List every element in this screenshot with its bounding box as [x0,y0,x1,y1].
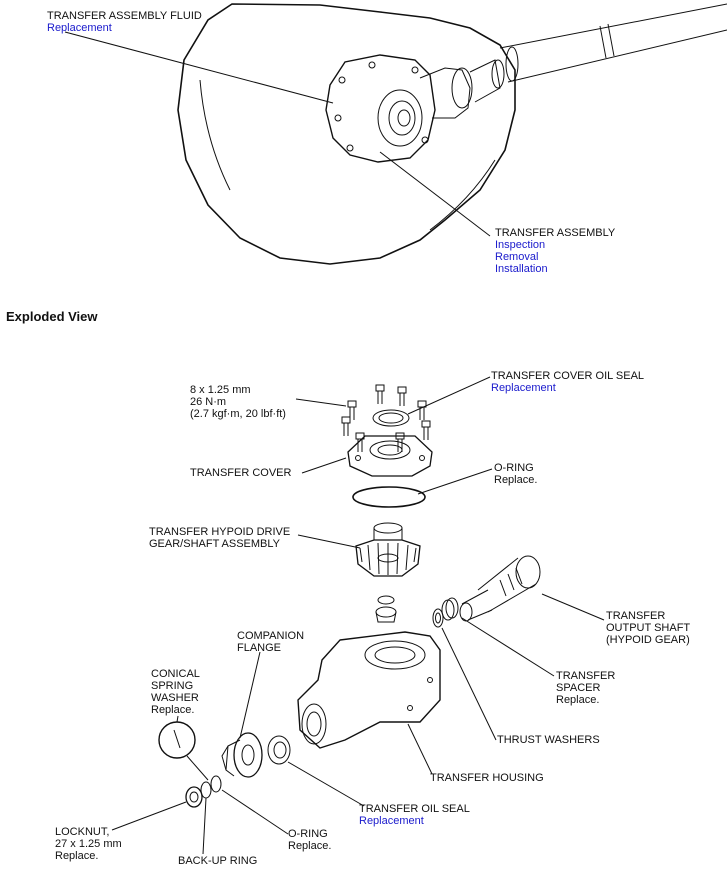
transfer-housing-illustration [298,632,440,748]
cover-oil-seal-illustration [373,410,409,426]
bolt-spec-callout [190,384,286,420]
o-ring-top-title: O-RING [494,462,534,474]
transmission-case-illustration [178,4,515,264]
output-shaft-line2: OUTPUT SHAFT [606,622,691,634]
companion-flange-illustration [222,733,262,777]
hypoid-callout [149,526,290,550]
bolt-torque-alt: (2.7 kgf·m, 20 lbf·ft) [190,408,286,420]
locknut-callout [55,826,122,862]
hypoid-line2: GEAR/SHAFT ASSEMBLY [149,538,281,550]
exploded-view-heading: Exploded View [6,309,98,324]
companion-line2: FLANGE [237,642,282,654]
fluid-callout [47,10,202,34]
hypoid-line1: TRANSFER HYPOID DRIVE [149,526,291,538]
fluid-title: TRANSFER ASSEMBLY FLUID [47,10,202,22]
assembly-installation-link[interactable]: Installation [495,263,548,275]
conical-spring-washer-illustration [159,722,208,780]
transfer-cover-illustration [348,436,432,476]
output-shaft-callout [606,610,690,646]
housing-label: TRANSFER HOUSING [430,772,544,784]
fluid-replacement-link[interactable]: Replacement [47,22,112,34]
thrust-washers-label: THRUST WASHERS [497,734,600,746]
o-ring-bottom-title: O-RING [288,828,328,840]
spacer-illustration [442,598,458,620]
spacer-line1: TRANSFER [556,670,616,682]
spacer-line2: SPACER [556,682,601,694]
conical-washer-callout [151,668,200,716]
back-up-ring-label: BACK-UP RING [178,855,258,867]
locknut-illustration [186,787,202,807]
bolt-size: 8 x 1.25 mm [190,384,251,396]
companion-line1: COMPANION [237,630,305,642]
conical-line3: WASHER [151,692,199,704]
conical-line1: CONICAL [151,668,200,680]
o-ring-bottom-callout [288,828,331,852]
bolt-torque: 26 N·m [190,396,227,408]
cover-label: TRANSFER COVER [190,467,292,479]
transfer-oil-seal-illustration [268,736,290,764]
assembly-removal-link[interactable]: Removal [495,251,539,263]
conical-line4: Replace. [151,704,195,716]
conical-line2: SPRING [151,680,194,692]
cover-seal-replacement-link[interactable]: Replacement [491,382,556,394]
cover-bolts-illustration [342,385,430,452]
assembly-leader-line [380,152,490,236]
assembly-callout [495,227,615,275]
oil-seal-replacement-link[interactable]: Replacement [359,815,424,827]
locknut-line3: Replace. [55,850,99,862]
o-ring-top-illustration [353,487,425,507]
oil-seal-callout [359,803,470,827]
hypoid-drive-gear-illustration [356,523,420,576]
assembly-title: TRANSFER ASSEMBLY [495,227,616,239]
propeller-shaft-illustration [500,4,727,82]
companion-flange-callout [237,630,304,654]
locknut-line1: LOCKNUT, [55,826,110,838]
oil-seal-title: TRANSFER OIL SEAL [359,803,470,815]
o-ring-top-note: Replace. [494,474,538,486]
output-shaft-line3: (HYPOID GEAR) [606,634,690,646]
o-ring-bottom-note: Replace. [288,840,332,852]
spacer-callout [556,670,615,706]
transfer-assembly-illustration [326,55,504,162]
thrust-washers-illustration [433,609,443,627]
bearing-illustration [376,596,396,622]
output-shaft-line1: TRANSFER [606,610,666,622]
fluid-leader-line [65,32,333,103]
spacer-line3: Replace. [556,694,600,706]
cover-seal-callout [491,370,644,394]
output-shaft-illustration [460,556,540,621]
locknut-line2: 27 x 1.25 mm [55,838,122,850]
o-ring-bottom-illustration [211,776,221,792]
o-ring-top-callout [494,462,537,486]
assembly-inspection-link[interactable]: Inspection [495,239,546,251]
cover-seal-title: TRANSFER COVER OIL SEAL [491,370,645,382]
